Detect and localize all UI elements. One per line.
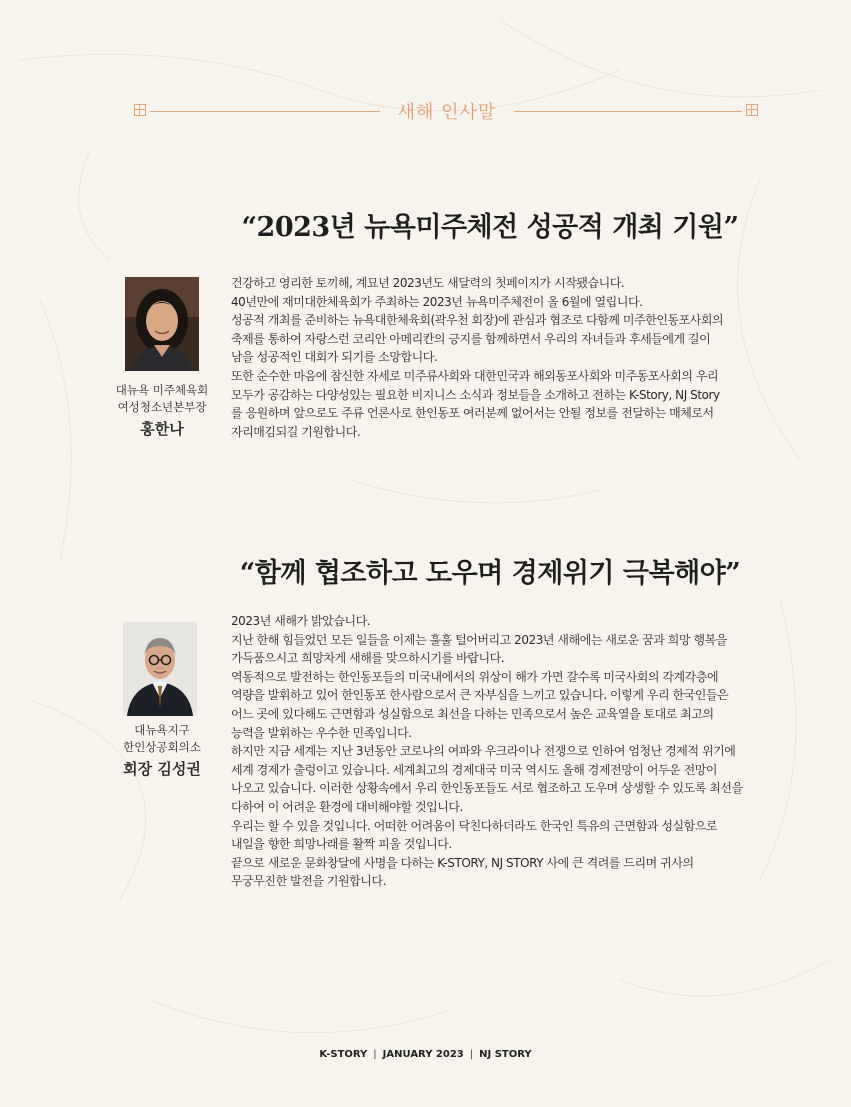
ornament-icon: [134, 104, 146, 116]
body-line: 모두가 공감하는 다양성있는 필요한 비지니스 소식과 정보들을 소개하고 전하는 K-Story, NJ Story: [231, 387, 720, 402]
body-line: 지난 한해 힘들었던 모든 일들을 이제는 훌훌 털어버리고 2023년 새해에는 새로운 꿈과 희망 행복을: [231, 632, 727, 647]
body-line: 내일을 향한 희망나래를 활짝 피울 것입니다.: [231, 837, 452, 852]
portrait-photo: [123, 622, 197, 716]
body-line: 다하여 이 어려운 환경에 대비해야할 것입니다.: [231, 799, 463, 814]
body-line: 하지만 지금 세계는 지난 3년동안 코로나의 여파와 우크라이나 전쟁으로 인하여 엄청난 경제적 위기에: [231, 744, 736, 759]
person-name: 회장 김성권: [123, 760, 201, 778]
footer-publication: K-STORY: [319, 1049, 368, 1060]
body-line: 건강하고 영리한 토끼해, 계묘년 2023년도 새달력의 첫페이지가 시작됐습니다.: [231, 276, 625, 290]
body-line: 를 응원하며 앞으로도 주류 언론사로 한인동포 여러분께 없어서는 안될 정보를 전달하는 매체로서: [231, 406, 714, 421]
divider: [514, 111, 742, 112]
person-caption: [104, 722, 220, 779]
page-footer: [0, 1049, 851, 1060]
body-line: 남을 성공적인 대회가 되기를 소망합니다.: [231, 350, 438, 365]
footer-issue: JANUARY 2023: [382, 1049, 464, 1060]
article-headline: “함께 협조하고 도우며 경제위기 극복해야”: [239, 558, 741, 589]
person-name: 홍한나: [140, 420, 184, 438]
body-line: 우리는 할 수 있을 것입니다. 어떠한 어려움이 닥친다하더라도 한국인 특유의 근면함과 성실함으로: [231, 818, 718, 833]
body-line: 40년만에 재미대한체육회가 주최하는 2023년 뉴욕미주체전이 올 6월에 열립니다.: [231, 294, 643, 309]
body-line: 축제를 통하여 자랑스런 코리안 아메리칸의 긍지를 함께하면서 우리의 자녀들과 후세들에게 길이: [231, 331, 711, 346]
body-line: 나오고 있습니다. 이러한 상황속에서 우리 한인동포들도 서로 협조하고 도우며 상생할 수 있도록 최선을: [231, 781, 743, 796]
body-line: 자리매김되길 기원합니다.: [231, 424, 361, 439]
body-line: 무궁무진한 발전을 기원합니다.: [231, 874, 386, 889]
body-line: 2023년 새해가 밝았습니다.: [231, 614, 371, 628]
body-line: 세계 경제가 출렁이고 있습니다. 세계최고의 경제대국 미국 역시도 올해 경제전망이 어두운 전망이: [231, 762, 718, 777]
section-header: [134, 98, 758, 126]
body-line: 가득품으시고 희망차게 새해를 맞으하시기를 바랍니다.: [231, 651, 505, 666]
footer-separator: |: [373, 1049, 377, 1060]
person-title: 한인상공회의소: [123, 740, 201, 754]
ornament-icon: [746, 104, 758, 116]
portrait-photo: [125, 277, 199, 371]
body-line: 능력을 발휘하는 우수한 민족입니다.: [231, 725, 412, 740]
body-line: 역동적으로 발전하는 한인동포들의 미국내에서의 위상이 해가 가면 갈수록 미국사회의 각계각층에: [231, 669, 719, 684]
article-body: [231, 274, 761, 441]
person-org: 대뉴욕 미주체육회: [115, 383, 209, 397]
body-line: 또한 순수한 마음에 참신한 자세로 미주류사회와 대한민국과 해외동포사회와 미주동포사회의 우리: [231, 368, 719, 383]
person-title: 여성청소년본부장: [117, 400, 207, 414]
footer-publication-2: NJ STORY: [479, 1049, 532, 1060]
divider: [150, 111, 380, 112]
person-org: 대뉴욕지구: [134, 723, 190, 737]
footer-separator: |: [469, 1049, 474, 1060]
body-line: 성공적 개최를 준비하는 뉴욕대한체육회(곽우천 회장)에 관심과 협조로 다함께 미주한인동포사회의: [231, 313, 724, 328]
person-caption: [104, 382, 220, 439]
body-line: 어느 곳에 있다해도 근면함과 성실함으로 최선을 다하는 민족으로서 높은 교육열을 토대로 최고의: [231, 706, 714, 721]
section-title: 새해 인사말: [397, 102, 497, 123]
body-line: 끝으로 새로운 문화창달에 사명을 다하는 K-STORY, NJ STORY 사에 큰 격려를 드리며 귀사의: [231, 855, 694, 870]
article-body: [231, 612, 761, 891]
article-headline: “2023년 뉴욕미주체전 성공적 개최 기원”: [241, 212, 739, 243]
body-line: 역량을 발휘하고 있어 한인동포 한사람으로서 큰 자부심을 느끼고 있습니다. 이렇게 우리 한국인들은: [231, 688, 729, 703]
